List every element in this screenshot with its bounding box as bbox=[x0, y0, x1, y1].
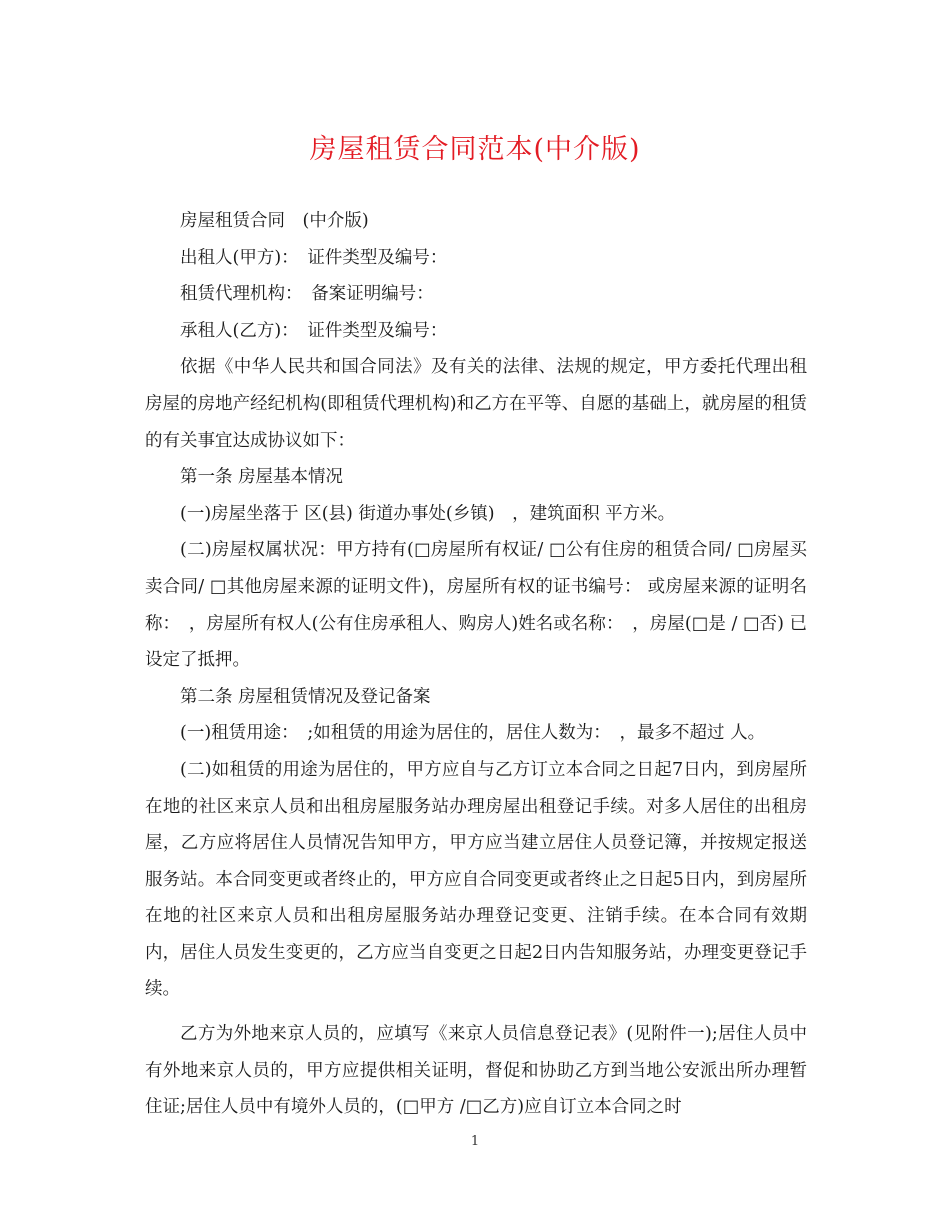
paragraph-agency: 租赁代理机构： 备案证明编号： bbox=[180, 284, 434, 305]
paragraph-lessee: 承租人(乙方)： 证件类型及编号： bbox=[180, 320, 448, 341]
paragraph-article-1-heading: 第一条 房屋基本情况 bbox=[180, 467, 344, 488]
paragraph-article-1-item-2: (二)房屋权属状况：甲方持有(□房屋所有权证/ □公有住房的租赁合同/ □房屋买卖合同/ □其他房屋来源的证明文件)，房屋所有权的证书编号： 或房屋来源的证明名称： ，房屋所有权人(公有住房承租人、购房人)姓名或名称： ，房屋(□是 / □否) 已设定了抵押。 bbox=[145, 540, 807, 671]
page-number: 1 bbox=[470, 1134, 480, 1149]
paragraph-article-2-item-1: (一)租赁用途： ;如租赁的用途为居住的，居住人数为： ，最多不超过 人。 bbox=[180, 723, 766, 744]
paragraph-article-2-item-2: (二)如租赁的用途为居住的，甲方应自与乙方订立本合同之日起7日内，到房屋所在地的社区来京人员和出租房屋服务站办理房屋出租登记手续。对多人居住的出租房屋，乙方应将居住人员情况告知甲方，甲方应当建立居住人员登记簿，并按规定报送服务站。本合同变更或者终止的，甲方应自合同变更或者终止之日起5日内，到房屋所在地的社区来京人员和出租房屋服务站办理登记变更、注销手续。在本合同有效期内，居住人员发生变更的，乙方应当自变更之日起2日内告知服务站，办理变更登记手续。 bbox=[145, 759, 807, 1000]
paragraph-lessor: 出租人(甲方)： 证件类型及编号： bbox=[180, 247, 448, 268]
paragraph-article-2-outsider: 乙方为外地来京人员的，应填写《来京人员信息登记表》(见附件一);居住人员中有外地来京人员的，甲方应提供相关证明，督促和协助乙方到当地公安派出所办理暂住证;居住人员中有境外人员的，(□甲方 /□乙方)应自订立本合同之时 bbox=[145, 1024, 807, 1118]
paragraph-article-2-heading: 第二条 房屋租赁情况及登记备案 bbox=[180, 686, 431, 707]
paragraph-preamble: 依据《中华人民共和国合同法》及有关的法律、法规的规定，甲方委托代理出租房屋的房地产经纪机构(即租赁代理机构)和乙方在平等、自愿的基础上，就房屋的租赁的有关事宜达成协议如下： bbox=[145, 357, 807, 451]
paragraph-article-1-item-1: (一)房屋坐落于 区(县) 街道办事处(乡镇) ，建筑面积 平方米。 bbox=[180, 503, 676, 524]
paragraph-contract-name: 房屋租赁合同 (中介版) bbox=[180, 211, 369, 231]
document-body bbox=[145, 203, 807, 1126]
document-title: 房屋租赁合同范本(中介版) bbox=[309, 134, 641, 165]
